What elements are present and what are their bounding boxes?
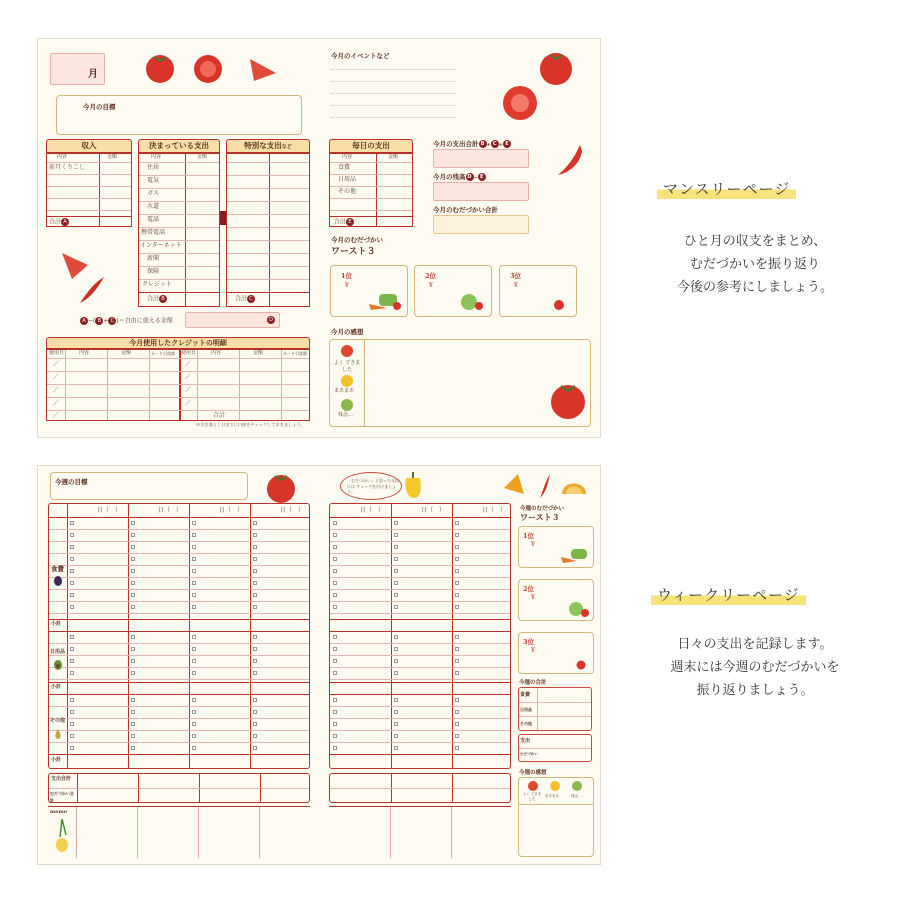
- special-expense-table: [226, 139, 310, 307]
- fixed-expense-title: 決まっている支出: [138, 139, 220, 153]
- events-label: 今月のイベントなど: [331, 52, 390, 60]
- daily-expense-title: 毎日の支出: [329, 139, 413, 153]
- tomato-mood-icon: [340, 344, 354, 358]
- tomato-icon: [575, 659, 587, 671]
- free-money-box: D: [185, 312, 280, 328]
- weekly-impression-frame: よく できました まあまあ 残念…: [518, 777, 594, 857]
- monthly-spend-label: 今月の支出合計 B + C + E: [433, 139, 511, 149]
- tomato-cluster-illustration: [498, 51, 578, 131]
- memo-label: memo: [50, 809, 68, 815]
- income-total-label: 合計 A: [49, 218, 69, 227]
- monthly-totals: [433, 139, 529, 235]
- memo-area: [48, 806, 310, 858]
- vegetables-illustration: [500, 470, 590, 502]
- week-total-title: 今週の合計: [519, 680, 547, 686]
- fixed-total-label: 合計 B: [147, 295, 167, 304]
- monthly-impression-frame: よく できました まあまあ 残念…: [329, 339, 591, 427]
- weekly-left-table: [48, 503, 310, 769]
- onion-sprout-icon: [54, 817, 70, 853]
- red-pepper-icon: [540, 474, 550, 498]
- tomato-icon: [552, 298, 566, 312]
- mood-icons: [527, 780, 587, 792]
- monthly-impression-label: 今月の感想: [331, 328, 364, 336]
- tomato-mood-icon: [528, 781, 538, 791]
- daily-total-label: 合計 E: [334, 218, 354, 227]
- subtotal-label: 小計: [51, 684, 62, 690]
- weekly-left-totals: [48, 773, 310, 803]
- yellow-pepper-icon: [402, 470, 424, 500]
- weekly-page-title: ウィークリーページ: [651, 584, 806, 605]
- subtotal-label: 小計: [51, 621, 62, 627]
- monthly-page-title: マンスリーページ: [657, 178, 796, 199]
- red-pepper-icon: [80, 277, 104, 303]
- weekly-page-description: 日々の支出を記録します。 週末には今週のむだづかいを 振り返りましょう。: [670, 637, 840, 698]
- income-title: 収入: [46, 139, 132, 153]
- category-food: 食費: [51, 565, 64, 573]
- monthly-waste-box: [433, 215, 529, 234]
- monthly-page-description: ひと月の収支をまとめ、 むだづかいを振り返り 今後の参考にしましょう。: [676, 234, 833, 295]
- vegetable-icon: [559, 547, 591, 565]
- weekly-worst-3: 3位 ¥: [518, 632, 594, 674]
- monthly-worst-title: 今月のむだづかい ワースト３: [331, 236, 383, 257]
- eggplant-icon: [53, 574, 63, 586]
- weekly-right-totals: [329, 773, 511, 803]
- tomato-icon: [264, 470, 298, 504]
- tomato-illustrations: [142, 53, 282, 85]
- weekly-goal-label: 今週の目標: [55, 478, 88, 486]
- daily-expense-table: 毎日の支出 内容 金額 食費 日用品 その他 合計 E: [329, 139, 413, 227]
- red-pepper-icon: [558, 145, 582, 175]
- check-hint-bubble: 「むだづかい」と思った支出には チェックを付けましょう。: [340, 472, 402, 500]
- right-memo-area: [329, 806, 511, 858]
- tomato-wedge-icon: [62, 253, 88, 279]
- lettuce-tomato-icon: [567, 600, 591, 618]
- day-header: 日（ ）: [97, 507, 122, 514]
- monthly-waste-label: 今月のむだづかい合計: [433, 206, 498, 214]
- vegetable-icon: [367, 292, 403, 312]
- green-tomato-mood-icon: [572, 781, 582, 791]
- free-money-formula: A −( B + C )＝自由に使える金額: [80, 317, 173, 326]
- day-header: 日（ ）: [421, 507, 446, 514]
- weekly-worst-1: 1位 ¥: [518, 526, 594, 568]
- weekly-right-table: [329, 503, 511, 769]
- month-box: [50, 53, 105, 85]
- lettuce-tomato-icon: [459, 292, 487, 312]
- avocado-icon: [53, 658, 63, 670]
- monthly-goal-frame: [56, 95, 302, 135]
- monthly-worst-2: 2位 ¥: [414, 265, 492, 317]
- weekly-page-preview: [37, 465, 601, 865]
- monthly-spend-box: [433, 149, 529, 168]
- tomato-wedges-illustration: [58, 247, 110, 307]
- weekly-worst-2: 2位 ¥: [518, 579, 594, 621]
- income-table: 収入 内容 金額 前月くりこし 合計 A: [46, 139, 132, 227]
- yellow-tomato-mood-icon: [340, 374, 354, 388]
- category-daily: 日用品: [50, 649, 66, 655]
- yellow-tomato-mood-icon: [550, 781, 560, 791]
- tomato-icon: [146, 55, 174, 83]
- monthly-page-preview: [37, 38, 601, 438]
- weekly-worst-title: 今週のむだづかい ワースト３: [520, 506, 565, 522]
- tomato-wedge-icon: [250, 59, 276, 81]
- monthly-worst-3: 3位 ¥: [499, 265, 577, 317]
- waste-total-label: むだづかい合計: [50, 791, 74, 803]
- special-total-label: 合計 C: [235, 295, 255, 304]
- week-spend-waste-box: 支出 むだづかい: [518, 734, 592, 762]
- category-other: その他: [50, 718, 66, 724]
- week-total-box: 食費 日用品 その他: [518, 687, 592, 731]
- weekly-goal-frame: [50, 472, 248, 500]
- day-header: 日（ ）: [280, 507, 305, 514]
- credit-total-label: 合計: [213, 412, 226, 419]
- month-label: 月: [88, 69, 98, 80]
- orange-pepper-icon: [504, 474, 524, 494]
- special-expense-title: 特別な支出など: [226, 139, 310, 153]
- monthly-worst-1: 1位 ¥: [330, 265, 408, 317]
- credit-note: ※引き落とし日までに口座をチェックしておきましょう。: [196, 422, 305, 427]
- green-tomato-mood-icon: [340, 398, 354, 412]
- subtotal-label: 小計: [51, 757, 62, 763]
- monthly-goal-label: 今月の目標: [83, 103, 116, 111]
- monthly-remain-box: [433, 182, 529, 201]
- large-tomato-icon: [548, 380, 588, 420]
- onion-icon: [53, 728, 63, 740]
- fixed-expense-table: 決まっている支出 内容 金額 住居 電気 ガス 水道 電話 携帯電話 インターネット 新聞 保険 クレジット 合計 B: [138, 139, 220, 307]
- spend-total-label: 支出合計: [51, 776, 72, 782]
- monthly-remain-label: 今月の残高 D − E: [433, 172, 486, 182]
- day-header: 日（ ）: [219, 507, 244, 514]
- credit-title: 今月使用したクレジットの明細: [46, 337, 310, 349]
- events-section: [331, 51, 455, 123]
- credit-detail-table: 今月使用したクレジットの明細 使用日 内容 金額 カード引落額 使用日 内容 金額 カード引落額 ／ ／ ／ ／ ／ ／ ／ ／ ／ 合計 ※引き落とし日までに口座をチェックしておきましょう。: [46, 337, 310, 427]
- income-carryover-label: 前月くりこし: [49, 164, 86, 171]
- pepper-illustration: [550, 143, 586, 179]
- day-header: 日（ ）: [158, 507, 183, 514]
- day-header: 日（ ）: [482, 507, 507, 514]
- day-header: 日（ ）: [360, 507, 385, 514]
- weekly-impression-label: 今週の感想: [519, 770, 547, 776]
